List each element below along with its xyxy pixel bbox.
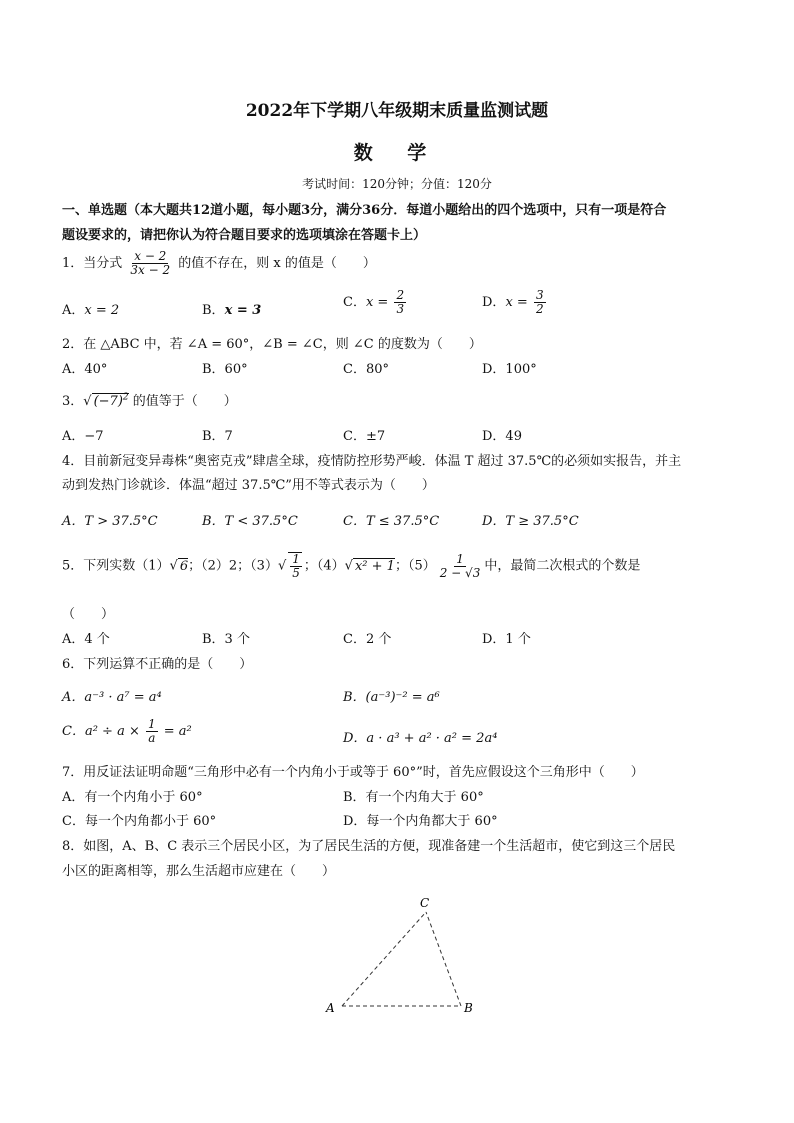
section-heading-line1: 一、单选题（本大题共12道小题，每小题3分，满分36分．每道小题给出的四个选项中，只有一项是符合: [62, 203, 667, 218]
q1-frac-den: 3x − 2: [130, 263, 171, 277]
q2-option-b: B．60°: [202, 362, 248, 377]
q5-option-a: A．4 个: [62, 632, 110, 647]
q7-option-c: C．每一个内角都小于 60°: [62, 814, 217, 829]
q1-c-den: 3: [396, 302, 405, 316]
question-8-line2: 小区的距离相等，那么生活超市应建在（ ）: [62, 864, 336, 879]
side-ac: [342, 912, 426, 1006]
q7-option-b: B．有一个内角大于 60°: [343, 790, 484, 805]
q3-option-d: D．49: [482, 429, 522, 444]
q1-fraction: [128, 250, 172, 277]
q1-d-label: D．: [482, 295, 506, 310]
q3-pre: 3．: [62, 394, 84, 409]
q1-frac-num: x − 2: [134, 249, 167, 263]
question-2-stem: 2．在 △ABC 中，若 ∠A = 60°，∠B = ∠C，则 ∠C 的度数为（ ）: [62, 337, 482, 352]
subject-title: 数 学: [353, 142, 441, 164]
q3-radicand-text: (−7): [93, 394, 123, 409]
q5-radicand4: x² + 1: [354, 558, 395, 574]
q1-c-num: 2: [396, 288, 405, 302]
question-4-line2: 动到发热门诊就诊．体温“超过 37.5℃”用不等式表示为（ ）: [62, 478, 435, 493]
q1-c-label: C．: [343, 295, 366, 310]
question-3-stem: [62, 390, 237, 409]
q3-radicand: [92, 393, 129, 409]
q6-c-post: = a²: [163, 724, 192, 739]
q6-option-a: A．a⁻³ · a⁷ = a⁴: [62, 690, 162, 705]
q2-option-c: C．80°: [343, 362, 389, 377]
q4-option-b: B．T < 37.5°C: [202, 514, 298, 529]
q1-option-d: [482, 289, 548, 316]
q5-option-b: B．3 个: [202, 632, 250, 647]
q6-option-d: D．a · a³ + a² · a² = 2a⁴: [343, 731, 498, 746]
q7-option-a: A．有一个内角小于 60°: [62, 790, 203, 805]
q5-part5: ；（5）: [394, 558, 436, 574]
q1-c-lhs: x =: [365, 295, 389, 310]
vertex-label-b: B: [464, 1001, 473, 1015]
q5-sqrt3-sign: √: [277, 558, 287, 574]
q4-option-d: D．T ≥ 37.5°C: [482, 514, 579, 529]
q6-c-den: a: [148, 731, 156, 745]
question-4-line1: 4．目前新冠变异毒株“奥密克戎”肆虐全球，疫情防控形势严峻．体温 T 超过 37.5℃的必须如实报告，并主: [62, 454, 682, 469]
q1-d-fraction: [534, 289, 546, 316]
q1-a-value: x = 2: [84, 303, 120, 318]
question-6-stem: 6．下列运算不正确的是（ ）: [62, 657, 253, 672]
q2-option-a: A．40°: [62, 362, 108, 377]
q1-option-b: [202, 299, 261, 318]
q1-c-fraction: [394, 289, 406, 316]
q6-c-pre: C．a² ÷ a ×: [62, 724, 140, 739]
q5-r3-den: 5: [292, 566, 300, 580]
q5-radicand1: 6: [179, 558, 189, 574]
q5-part6: 中，最简二次根式的个数是: [484, 558, 641, 574]
q1-pre: 1．当分式: [62, 256, 123, 271]
q3-option-c: C．±7: [343, 429, 386, 444]
q3-post: 的值等于（ ）: [132, 394, 237, 409]
q1-option-c: [343, 289, 408, 316]
q5-option-c: C．2 个: [343, 632, 392, 647]
q1-a-label: A．: [62, 303, 85, 318]
question-7-stem: 7．用反证法证明命题“三角形中必有一个内角小于或等于 60°”时，首先应假设这个三角形中（ ）: [62, 765, 644, 780]
q3-option-a: A．−7: [62, 429, 104, 444]
section-heading-line2: 题设要求的，请把你认为符合题目要求的选项填涂在答题卡上）: [62, 228, 427, 243]
q5-radicand3: [288, 552, 302, 580]
q6-option-b: B．(a⁻³)⁻² = a⁶: [343, 690, 440, 705]
q5-sqrt1-sign: √: [169, 558, 178, 574]
q1-d-lhs: x =: [505, 295, 528, 310]
q6-c-fraction: [146, 718, 158, 745]
q5-part2: ；（2）2；（3）: [188, 558, 278, 574]
q3-exponent: 2: [122, 392, 129, 403]
q1-b-label: B．: [202, 303, 225, 318]
q5-r3-num: 1: [292, 552, 300, 566]
q6-c-num: 1: [147, 717, 156, 731]
q2-option-d: D．100°: [482, 362, 537, 377]
exam-info: 考试时间：120分钟；分值：120分: [302, 177, 492, 191]
vertex-label-a: A: [326, 1001, 335, 1015]
exam-title: 2022年下学期八年级期末质量监测试题: [245, 101, 549, 121]
q1-d-den: 2: [535, 302, 544, 316]
q1-d-num: 3: [535, 288, 544, 302]
side-bc: [426, 912, 461, 1006]
vertex-label-c: C: [420, 896, 430, 910]
q3-option-b: B．7: [202, 429, 233, 444]
q3-sqrt-sign: √: [83, 394, 92, 409]
q1-post: 的值不存在，则 x 的值是（ ）: [178, 256, 376, 271]
q1-b-value: x = 3: [224, 303, 262, 318]
q5-option-d: D．1 个: [482, 632, 531, 647]
triangle-diagram: [320, 895, 480, 1020]
q6-option-c: [62, 718, 192, 745]
q1-option-a: [62, 299, 119, 318]
q4-option-a: A．T > 37.5°C: [62, 514, 158, 529]
question-1-stem: [62, 250, 376, 277]
q4-option-c: C．T ≤ 37.5°C: [343, 514, 440, 529]
q5-fraction5: [438, 553, 483, 580]
q5-sqrt4-sign: √: [344, 558, 353, 574]
q5-part4: ；（4）: [303, 558, 345, 574]
question-5-stem: [62, 552, 640, 580]
q5-r5-den: 2 − √3: [439, 565, 481, 580]
q5-part1: 5．下列实数（1）: [62, 558, 170, 574]
q5-r5-num: 1: [456, 551, 464, 566]
q5-answer-paren: （ ）: [62, 607, 115, 622]
q7-option-d: D．每一个内角都大于 60°: [343, 814, 498, 829]
question-8-line1: 8．如图，A、B、C 表示三个居民小区，为了居民生活的方便，现准备建一个生活超市，使它到这三个居民: [62, 839, 676, 854]
